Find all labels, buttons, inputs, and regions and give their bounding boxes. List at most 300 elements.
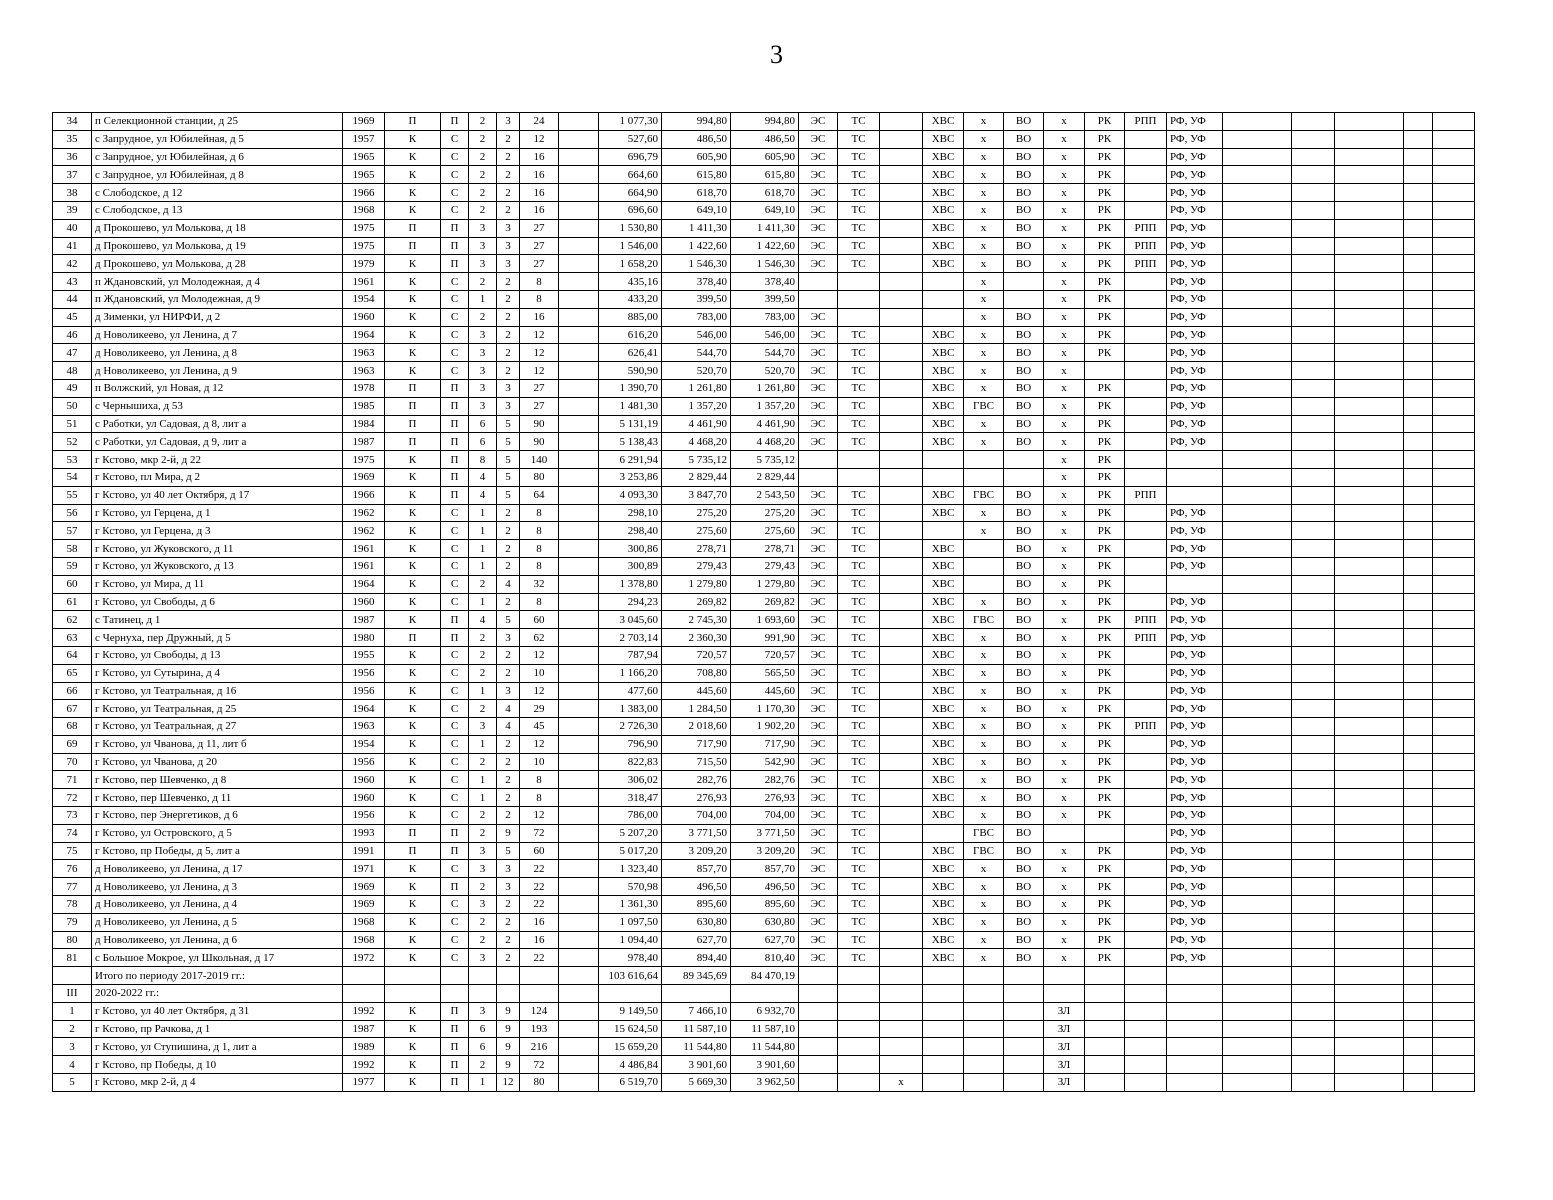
- cell-hot-water: [964, 1002, 1004, 1020]
- cell-num: 44: [53, 290, 92, 308]
- cell-power: [799, 451, 838, 469]
- cell-col19: х: [1044, 646, 1085, 664]
- cell-col19: ЗЛ: [1044, 1002, 1085, 1020]
- cell-blank: [559, 113, 599, 131]
- cell-col23: [1223, 504, 1292, 522]
- cell-wall: К: [385, 166, 441, 184]
- cell-entrances: 4: [469, 486, 497, 504]
- cell-blank: [559, 290, 599, 308]
- cell-col24: [1292, 237, 1335, 255]
- cell-address: с Работки, ул Садовая, д 9, лит а: [92, 433, 343, 451]
- cell-cold-water: ХВС: [923, 735, 964, 753]
- cell-cold-water: ХВС: [923, 184, 964, 202]
- cell-col27: [1433, 468, 1475, 486]
- cell-num: 42: [53, 255, 92, 273]
- cell-num: 55: [53, 486, 92, 504]
- cell-apartments: 140: [520, 451, 559, 469]
- cell-roof: РК: [1085, 646, 1125, 664]
- cell-living-area: 1 422,60: [662, 237, 731, 255]
- cell-floors: 2: [497, 201, 520, 219]
- cell-entrances: 2: [469, 646, 497, 664]
- cell-residential-area: 1 261,80: [731, 379, 799, 397]
- cell-power: ЭС: [799, 913, 838, 931]
- cell-col27: [1433, 700, 1475, 718]
- cell-col23: [1223, 415, 1292, 433]
- cell-apartments: 22: [520, 949, 559, 967]
- cell-cold-water: [923, 1002, 964, 1020]
- cell-total-area: 298,40: [599, 522, 662, 540]
- cell-col19: х: [1044, 397, 1085, 415]
- cell-cold-water: ХВС: [923, 397, 964, 415]
- cell-residential-area: 278,71: [731, 540, 799, 558]
- cell-num: 80: [53, 931, 92, 949]
- table-row: [53, 415, 1475, 433]
- cell-col25: [1335, 931, 1404, 949]
- cell-total-area: 5 017,20: [599, 842, 662, 860]
- cell-col23: [1223, 557, 1292, 575]
- cell-col26: [1404, 664, 1433, 682]
- cell-col26: [1404, 682, 1433, 700]
- cell-col23: [1223, 807, 1292, 825]
- cell-drainage: ВО: [1004, 860, 1044, 878]
- cell-num: 2: [53, 1020, 92, 1038]
- cell-blank: [559, 664, 599, 682]
- cell-col23: [1223, 326, 1292, 344]
- cell-col23: [1223, 931, 1292, 949]
- cell-col15: [880, 575, 923, 593]
- cell-drainage: ВО: [1004, 486, 1044, 504]
- cell-wall: К: [385, 664, 441, 682]
- cell-year: 1961: [343, 557, 385, 575]
- cell-hot-water: х: [964, 379, 1004, 397]
- cell-blank: [559, 807, 599, 825]
- cell-total-area: 1 094,40: [599, 931, 662, 949]
- cell-living-area: 486,50: [662, 130, 731, 148]
- cell-residential-area: 991,90: [731, 629, 799, 647]
- cell-apartments: 27: [520, 397, 559, 415]
- cell-col26: [1404, 913, 1433, 931]
- cell-col27: [1433, 1056, 1475, 1074]
- cell-year: 1956: [343, 753, 385, 771]
- cell-power: ЭС: [799, 646, 838, 664]
- cell-hot-water: х: [964, 201, 1004, 219]
- cell-col23: [1223, 896, 1292, 914]
- cell-roof: РК: [1085, 664, 1125, 682]
- cell-year: 1963: [343, 362, 385, 380]
- cell-year: 1954: [343, 735, 385, 753]
- cell-col25: [1335, 273, 1404, 291]
- cell-living-area: 7 466,10: [662, 1002, 731, 1020]
- cell-address: с Татинец, д 1: [92, 611, 343, 629]
- cell-year: 1966: [343, 486, 385, 504]
- cell-col27: [1433, 557, 1475, 575]
- cell-col27: [1433, 807, 1475, 825]
- cell-col19: х: [1044, 718, 1085, 736]
- cell-blank: [559, 468, 599, 486]
- cell-col27: [1433, 967, 1475, 985]
- cell-facade: [1167, 967, 1223, 985]
- cell-hot-water: х: [964, 735, 1004, 753]
- cell-residential-area: 895,60: [731, 896, 799, 914]
- cell-col26: [1404, 468, 1433, 486]
- cell-year: 1975: [343, 219, 385, 237]
- cell-cold-water: ХВС: [923, 148, 964, 166]
- cell-apartments: 10: [520, 664, 559, 682]
- cell-elevator: [1125, 646, 1167, 664]
- cell-blank: [559, 148, 599, 166]
- cell-year: 1992: [343, 1002, 385, 1020]
- cell-residential-area: 2 543,50: [731, 486, 799, 504]
- cell-col15: [880, 362, 923, 380]
- cell-col24: [1292, 219, 1335, 237]
- cell-col15: [880, 1020, 923, 1038]
- cell-year: 1975: [343, 451, 385, 469]
- cell-col15: [880, 504, 923, 522]
- cell-total-area: 787,94: [599, 646, 662, 664]
- cell-blank: [559, 700, 599, 718]
- cell-col23: [1223, 718, 1292, 736]
- cell-col23: [1223, 753, 1292, 771]
- cell-hot-water: х: [964, 344, 1004, 362]
- cell-wall: [385, 985, 441, 1003]
- cell-elevator: [1125, 735, 1167, 753]
- cell-facade: РФ, УФ: [1167, 379, 1223, 397]
- cell-num: 5: [53, 1074, 92, 1092]
- cell-floor-type: С: [441, 184, 469, 202]
- cell-roof: РК: [1085, 896, 1125, 914]
- cell-col19: х: [1044, 468, 1085, 486]
- cell-num: 73: [53, 807, 92, 825]
- cell-floors: 5: [497, 842, 520, 860]
- cell-col25: [1335, 219, 1404, 237]
- cell-floors: 4: [497, 575, 520, 593]
- cell-col25: [1335, 201, 1404, 219]
- cell-cold-water: ХВС: [923, 486, 964, 504]
- cell-total-area: 5 131,19: [599, 415, 662, 433]
- cell-cold-water: ХВС: [923, 718, 964, 736]
- cell-roof: РК: [1085, 522, 1125, 540]
- cell-power: ЭС: [799, 807, 838, 825]
- cell-blank: [559, 308, 599, 326]
- cell-apartments: 12: [520, 646, 559, 664]
- cell-apartments: 12: [520, 130, 559, 148]
- table-row: [53, 1056, 1475, 1074]
- cell-col26: [1404, 433, 1433, 451]
- cell-drainage: ВО: [1004, 807, 1044, 825]
- cell-facade: РФ, УФ: [1167, 735, 1223, 753]
- cell-col15: [880, 201, 923, 219]
- cell-blank: [559, 985, 599, 1003]
- cell-drainage: ВО: [1004, 664, 1044, 682]
- cell-residential-area: 810,40: [731, 949, 799, 967]
- table-row: [53, 646, 1475, 664]
- table-row: [53, 362, 1475, 380]
- cell-living-area: 715,50: [662, 753, 731, 771]
- cell-power: ЭС: [799, 771, 838, 789]
- cell-drainage: ВО: [1004, 433, 1044, 451]
- cell-hot-water: х: [964, 326, 1004, 344]
- cell-roof: РК: [1085, 789, 1125, 807]
- cell-year: 1971: [343, 860, 385, 878]
- cell-blank: [559, 166, 599, 184]
- cell-apartments: 27: [520, 219, 559, 237]
- cell-living-area: 704,00: [662, 807, 731, 825]
- cell-col24: [1292, 397, 1335, 415]
- cell-cold-water: ХВС: [923, 611, 964, 629]
- cell-entrances: 6: [469, 1038, 497, 1056]
- cell-col26: [1404, 789, 1433, 807]
- cell-col27: [1433, 201, 1475, 219]
- cell-residential-area: 486,50: [731, 130, 799, 148]
- cell-roof: РК: [1085, 326, 1125, 344]
- cell-wall: К: [385, 326, 441, 344]
- cell-col25: [1335, 308, 1404, 326]
- cell-col25: [1335, 949, 1404, 967]
- cell-num: 3: [53, 1038, 92, 1056]
- cell-address: 2020-2022 гг.:: [92, 985, 343, 1003]
- cell-blank: [559, 949, 599, 967]
- cell-elevator: [1125, 913, 1167, 931]
- cell-facade: РФ, УФ: [1167, 593, 1223, 611]
- cell-floors: 2: [497, 290, 520, 308]
- cell-col27: [1433, 824, 1475, 842]
- cell-col19: х: [1044, 593, 1085, 611]
- cell-year: [343, 985, 385, 1003]
- cell-entrances: 6: [469, 433, 497, 451]
- cell-hot-water: х: [964, 219, 1004, 237]
- cell-power: ЭС: [799, 789, 838, 807]
- cell-entrances: 1: [469, 789, 497, 807]
- cell-wall: П: [385, 629, 441, 647]
- cell-col24: [1292, 468, 1335, 486]
- table-row: [53, 1074, 1475, 1092]
- cell-residential-area: 276,93: [731, 789, 799, 807]
- cell-hot-water: [964, 1056, 1004, 1074]
- cell-col26: [1404, 362, 1433, 380]
- cell-entrances: 1: [469, 682, 497, 700]
- cell-col19: х: [1044, 290, 1085, 308]
- cell-apartments: 124: [520, 1002, 559, 1020]
- cell-heat: ТС: [838, 522, 880, 540]
- cell-col19: х: [1044, 540, 1085, 558]
- cell-elevator: РПП: [1125, 237, 1167, 255]
- cell-floors: 9: [497, 1038, 520, 1056]
- table-row: [53, 967, 1475, 985]
- cell-col19: х: [1044, 415, 1085, 433]
- cell-cold-water: ХВС: [923, 913, 964, 931]
- cell-residential-area: 445,60: [731, 682, 799, 700]
- cell-total-area: 4 486,84: [599, 1056, 662, 1074]
- cell-col26: [1404, 949, 1433, 967]
- cell-power: ЭС: [799, 735, 838, 753]
- cell-col19: х: [1044, 700, 1085, 718]
- cell-address: д Новоликеево, ул Ленина, д 6: [92, 931, 343, 949]
- cell-drainage: ВО: [1004, 540, 1044, 558]
- cell-wall: К: [385, 557, 441, 575]
- cell-heat: [838, 451, 880, 469]
- cell-facade: РФ, УФ: [1167, 646, 1223, 664]
- cell-total-area: 1 077,30: [599, 113, 662, 131]
- cell-residential-area: 4 468,20: [731, 433, 799, 451]
- cell-power: [799, 290, 838, 308]
- cell-wall: К: [385, 184, 441, 202]
- cell-power: [799, 273, 838, 291]
- cell-wall: К: [385, 896, 441, 914]
- cell-floor-type: П: [441, 397, 469, 415]
- cell-cold-water: ХВС: [923, 878, 964, 896]
- cell-col15: х: [880, 1074, 923, 1092]
- cell-elevator: [1125, 397, 1167, 415]
- cell-total-area: 103 616,64: [599, 967, 662, 985]
- cell-wall: К: [385, 201, 441, 219]
- cell-year: 1955: [343, 646, 385, 664]
- cell-facade: РФ, УФ: [1167, 290, 1223, 308]
- cell-heat: ТС: [838, 540, 880, 558]
- cell-col25: [1335, 735, 1404, 753]
- cell-col27: [1433, 878, 1475, 896]
- cell-power: ЭС: [799, 344, 838, 362]
- cell-year: 1985: [343, 397, 385, 415]
- cell-hot-water: [964, 1074, 1004, 1092]
- cell-num: 43: [53, 273, 92, 291]
- cell-total-area: 786,00: [599, 807, 662, 825]
- cell-col23: [1223, 237, 1292, 255]
- cell-entrances: [469, 967, 497, 985]
- cell-floor-type: С: [441, 575, 469, 593]
- cell-elevator: [1125, 522, 1167, 540]
- cell-power: ЭС: [799, 113, 838, 131]
- cell-col25: [1335, 362, 1404, 380]
- cell-residential-area: 520,70: [731, 362, 799, 380]
- cell-living-area: 1 261,80: [662, 379, 731, 397]
- cell-year: 1964: [343, 575, 385, 593]
- cell-cold-water: [923, 1020, 964, 1038]
- table-row: [53, 1020, 1475, 1038]
- cell-col15: [880, 735, 923, 753]
- cell-col24: [1292, 682, 1335, 700]
- cell-hot-water: х: [964, 700, 1004, 718]
- table-row: [53, 522, 1475, 540]
- cell-floor-type: П: [441, 379, 469, 397]
- cell-blank: [559, 575, 599, 593]
- table-row: [53, 771, 1475, 789]
- cell-hot-water: х: [964, 646, 1004, 664]
- cell-col27: [1433, 308, 1475, 326]
- cell-floors: 2: [497, 789, 520, 807]
- cell-residential-area: 605,90: [731, 148, 799, 166]
- cell-num: 72: [53, 789, 92, 807]
- table-row: [53, 789, 1475, 807]
- cell-col23: [1223, 397, 1292, 415]
- cell-num: 46: [53, 326, 92, 344]
- cell-roof: РК: [1085, 148, 1125, 166]
- cell-cold-water: ХВС: [923, 700, 964, 718]
- cell-col27: [1433, 1020, 1475, 1038]
- cell-elevator: [1125, 504, 1167, 522]
- cell-col15: [880, 433, 923, 451]
- cell-address: п Волжский, ул Новая, д 12: [92, 379, 343, 397]
- cell-residential-area: 279,43: [731, 557, 799, 575]
- cell-col24: [1292, 646, 1335, 664]
- cell-wall: П: [385, 842, 441, 860]
- cell-elevator: [1125, 682, 1167, 700]
- cell-floors: 2: [497, 148, 520, 166]
- cell-power: ЭС: [799, 824, 838, 842]
- cell-num: 60: [53, 575, 92, 593]
- cell-col27: [1433, 629, 1475, 647]
- cell-residential-area: 496,50: [731, 878, 799, 896]
- cell-col19: х: [1044, 860, 1085, 878]
- cell-col27: [1433, 842, 1475, 860]
- cell-drainage: ВО: [1004, 308, 1044, 326]
- cell-address: с Работки, ул Садовая, д 8, лит а: [92, 415, 343, 433]
- cell-col24: [1292, 878, 1335, 896]
- cell-col23: [1223, 629, 1292, 647]
- cell-roof: РК: [1085, 735, 1125, 753]
- cell-entrances: 2: [469, 575, 497, 593]
- cell-address: д Новоликеево, ул Ленина, д 5: [92, 913, 343, 931]
- cell-floor-type: С: [441, 664, 469, 682]
- cell-entrances: 3: [469, 255, 497, 273]
- cell-col26: [1404, 113, 1433, 131]
- cell-year: 1954: [343, 290, 385, 308]
- cell-col26: [1404, 1074, 1433, 1092]
- cell-power: ЭС: [799, 379, 838, 397]
- cell-cold-water: ХВС: [923, 255, 964, 273]
- cell-total-area: 570,98: [599, 878, 662, 896]
- cell-hot-water: х: [964, 522, 1004, 540]
- cell-power: [799, 985, 838, 1003]
- cell-col27: [1433, 290, 1475, 308]
- cell-elevator: [1125, 273, 1167, 291]
- cell-elevator: [1125, 1074, 1167, 1092]
- cell-drainage: ВО: [1004, 771, 1044, 789]
- cell-num: 75: [53, 842, 92, 860]
- cell-floors: 2: [497, 913, 520, 931]
- cell-elevator: [1125, 967, 1167, 985]
- cell-col15: [880, 1038, 923, 1056]
- cell-heat: ТС: [838, 718, 880, 736]
- cell-entrances: 2: [469, 700, 497, 718]
- cell-wall: К: [385, 1074, 441, 1092]
- cell-floors: 5: [497, 468, 520, 486]
- cell-blank: [559, 326, 599, 344]
- cell-col19: х: [1044, 753, 1085, 771]
- cell-col25: [1335, 148, 1404, 166]
- cell-floors: 2: [497, 896, 520, 914]
- cell-apartments: 72: [520, 1056, 559, 1074]
- cell-drainage: [1004, 1002, 1044, 1020]
- cell-wall: К: [385, 486, 441, 504]
- cell-col19: х: [1044, 931, 1085, 949]
- table-row: [53, 700, 1475, 718]
- table-row: [53, 468, 1475, 486]
- cell-entrances: 3: [469, 379, 497, 397]
- cell-num: 70: [53, 753, 92, 771]
- cell-wall: К: [385, 646, 441, 664]
- cell-floor-type: П: [441, 255, 469, 273]
- cell-drainage: ВО: [1004, 237, 1044, 255]
- cell-residential-area: 1 279,80: [731, 575, 799, 593]
- cell-floor-type: [441, 985, 469, 1003]
- cell-residential-area: 399,50: [731, 290, 799, 308]
- cell-col27: [1433, 451, 1475, 469]
- cell-living-area: 627,70: [662, 931, 731, 949]
- cell-drainage: ВО: [1004, 415, 1044, 433]
- cell-facade: РФ, УФ: [1167, 255, 1223, 273]
- table-row: [53, 504, 1475, 522]
- cell-heat: ТС: [838, 611, 880, 629]
